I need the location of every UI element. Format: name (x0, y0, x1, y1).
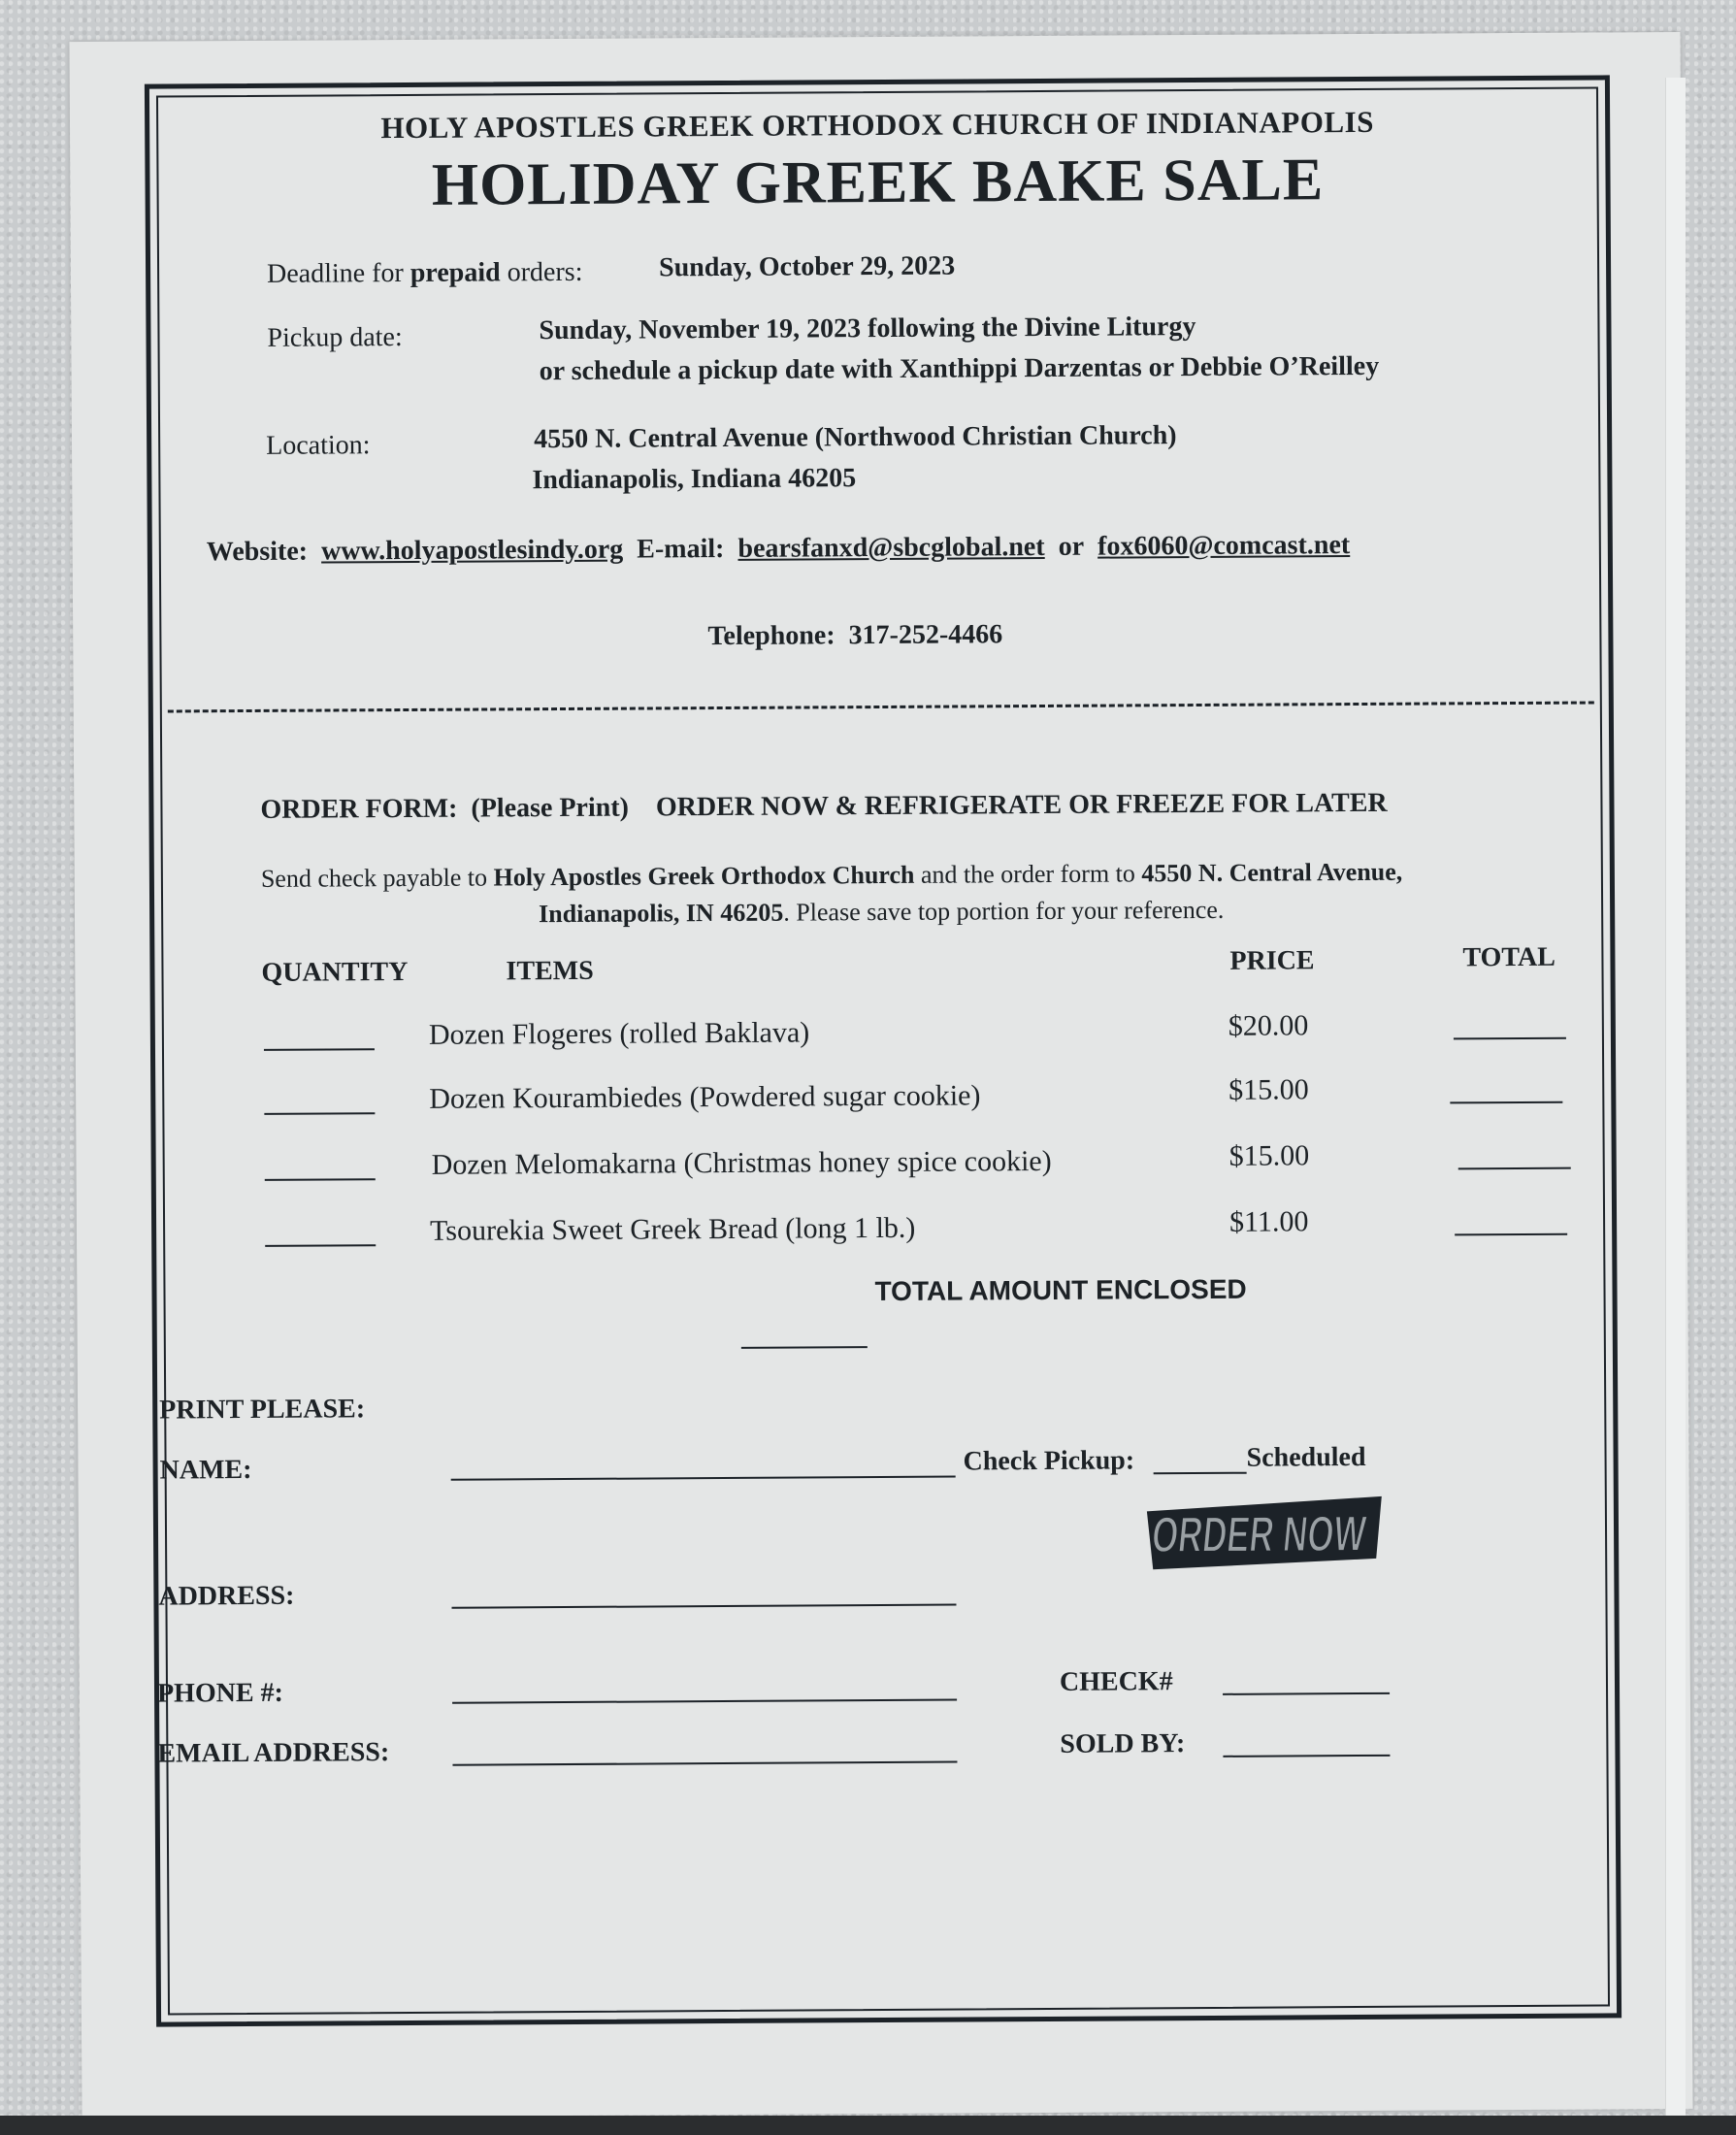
item-name: Tsourekia Sweet Greek Bread (long 1 lb.) (430, 1211, 916, 1247)
telephone-number: 317-252-4466 (848, 619, 1003, 651)
email-address-label: EMAIL ADDRESS: (157, 1737, 390, 1769)
address-label: ADDRESS: (158, 1580, 295, 1612)
send-payee: Holy Apostles Greek Orthodox Church (493, 860, 915, 892)
send-text-1: Send check payable to (260, 863, 488, 893)
pickup-line-1: Sunday, November 19, 2023 following the Divine Liturgy (539, 312, 1196, 346)
order-headline: ORDER NOW & REFRIGERATE OR FREEZE FOR LATER (655, 787, 1388, 823)
pickup-label: Pickup date: (267, 322, 403, 353)
item-price: $15.00 (1228, 1073, 1309, 1106)
website-label: Website: (206, 536, 309, 568)
location-line-1: 4550 N. Central Avenue (Northwood Christian Church) (534, 420, 1177, 455)
telephone-label: Telephone: (707, 620, 835, 652)
location-line-2: Indianapolis, Indiana 46205 (532, 463, 857, 496)
item-name: Dozen Kourambiedes (Powdered sugar cookie) (429, 1079, 981, 1115)
flyer-border (145, 75, 1621, 2026)
phone-label: PHONE #: (156, 1677, 284, 1709)
flyer-title: HOLIDAY GREEK BAKE SALE (431, 147, 1325, 218)
pickup-line-2: or schedule a pickup date with Xanthippi Darzentas or Debbie O’Reilley (539, 350, 1380, 387)
website-link[interactable]: www.holyapostlesindy.org (320, 534, 624, 567)
table-surface (0, 2116, 1736, 2135)
check-pickup-label: Check Pickup: (963, 1445, 1135, 1477)
print-please-label: PRINT PLEASE: (159, 1394, 366, 1426)
email-link-1[interactable]: bearsfanxd@sbcglobal.net (737, 531, 1045, 564)
deadline-date: Sunday, October 29, 2023 (658, 250, 956, 283)
send-address-1: 4550 N. Central Avenue, (1141, 857, 1403, 888)
order-form-label: ORDER FORM: (260, 793, 458, 825)
paper-edge (1665, 78, 1686, 2116)
col-price: PRICE (1229, 945, 1315, 976)
order-now-logo (1143, 1491, 1475, 1574)
send-text-3: . Please save top portion for your reference. (783, 895, 1225, 927)
col-quantity: QUANTITY (261, 956, 409, 988)
item-price: $20.00 (1228, 1009, 1309, 1042)
email-label: E-mail: (637, 533, 725, 565)
item-price: $11.00 (1228, 1205, 1309, 1238)
check-number-label: CHECK# (1059, 1666, 1173, 1697)
order-print-note: (Please Print) (471, 792, 630, 824)
deadline-text-2: orders: (507, 256, 583, 288)
email-or: or (1058, 531, 1085, 562)
item-name: Dozen Flogeres (rolled Baklava) (428, 1016, 810, 1051)
send-line-2 (539, 896, 1224, 929)
location-label: Location: (266, 430, 371, 461)
scheduled-label: Scheduled (1246, 1441, 1366, 1473)
deadline-prepaid: prepaid (409, 257, 501, 288)
col-items: ITEMS (506, 955, 594, 987)
church-name: HOLY APOSTLES GREEK ORTHODOX CHURCH OF INDIANAPOLIS (380, 104, 1375, 146)
deadline-label (267, 257, 583, 290)
col-total: TOTAL (1462, 941, 1556, 973)
deadline-text-1: Deadline for (267, 258, 404, 289)
send-address-2: Indianapolis, IN 46205 (539, 898, 784, 929)
email-link-2[interactable]: fox6060@comcast.net (1097, 530, 1351, 562)
send-text-2: and the order form to (920, 859, 1135, 889)
telephone-line (707, 619, 1002, 652)
sold-by-label: SOLD BY: (1060, 1728, 1186, 1759)
logo-text: ORDER NOW (1149, 1505, 1475, 1564)
total-enclosed-label: TOTAL AMOUNT ENCLOSED (874, 1273, 1247, 1307)
name-label: NAME: (159, 1454, 252, 1486)
item-price: $15.00 (1228, 1139, 1310, 1172)
item-name: Dozen Melomakarna (Christmas honey spice cookie) (431, 1144, 1052, 1181)
